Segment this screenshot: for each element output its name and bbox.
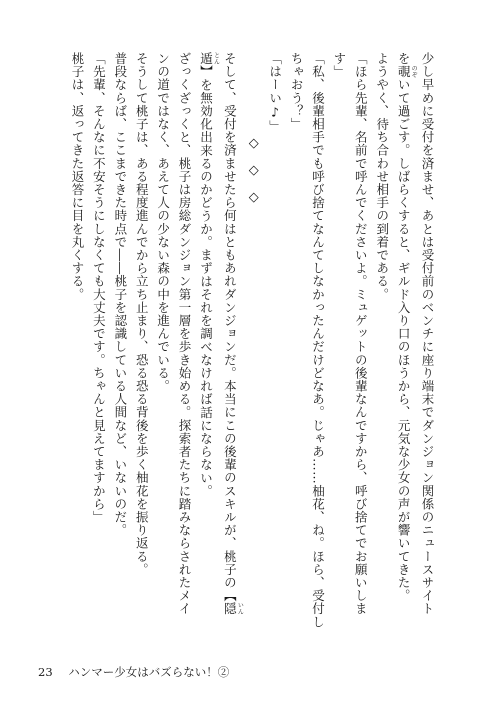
text-line-4: 「ほら先輩、名前で呼んでくださいよ。ミュゲットの後輩なんですから、呼び捨てでお願いしま	[353, 52, 369, 616]
ruby-nozo: 覗 のぞ	[396, 65, 418, 79]
ruby-ton: 遁 とん	[198, 52, 220, 66]
text-line-9: そして、受付を済ませたら何はともあれダンジョンだ。本当にこの後輩のスキルが、桃子の【隠 いん	[222, 52, 244, 616]
text-line-5: す」	[331, 52, 347, 79]
body-text	[48, 52, 438, 629]
text-line-8: 「はーい♪」	[267, 52, 283, 134]
page-number: 23	[38, 665, 53, 679]
text-line-2-rest: いて過ごす。しばらくすると、ギルド入り口のほうから、元気な少女の声が響いてきた。	[396, 78, 412, 603]
text-line-2: を覗 のぞいて過ごす。しばらくすると、ギルド入り口のほうから、元気な少女の声が響いてきた。	[396, 52, 418, 603]
scene-separator: ◇◇◇	[246, 136, 262, 217]
text-line-10: 遁 とん】を無効化出来るのかどうか。まずはそれを調べなければ話にならない。	[198, 52, 220, 498]
text-line-3: ようやく、待ち合わせ相手の到着である。	[374, 52, 390, 301]
page-footer	[38, 664, 229, 680]
book-title: ハンマー少女はバズらない！②	[68, 665, 230, 679]
text-line-12: ンの道ではなく、あえて人の少ない森の中を進んでいる。	[155, 52, 171, 393]
text-line-6: 「私、後輩相手でも呼び捨てなんてしなかったんだけどなあ。じゃあ……柚花、ね。ほら、受付し	[310, 52, 326, 629]
text-line-13: そうして桃子は、ある程度進んでから立ち止まり、恐る恐る背後を歩く柚花を振り返る。	[134, 52, 150, 576]
text-line-11: ざっくざっくと、桃子は房総ダンジョン第一層を歩き始める。探索者たちに踏みならされたメイ	[177, 52, 193, 616]
ruby-in: 隠 いん	[222, 602, 244, 616]
text-line-14: 普段ならば、ここまできた時点で――桃子を認識している人間など、いないのだ。	[112, 52, 128, 537]
text-line-16: 桃子は、返ってきた返答に目を丸くする。	[70, 52, 85, 301]
text-line-1: 少し早めに受付を済ませ、あとは受付前のベンチに座り端末でダンジョン関係のニュースサイト	[420, 52, 435, 616]
text-line-7: ちゃおう？」	[289, 52, 305, 131]
text-line-15: 「先輩、そんなに不安そうにしなくても大丈夫です。ちゃんと見えてますから」	[91, 52, 107, 524]
